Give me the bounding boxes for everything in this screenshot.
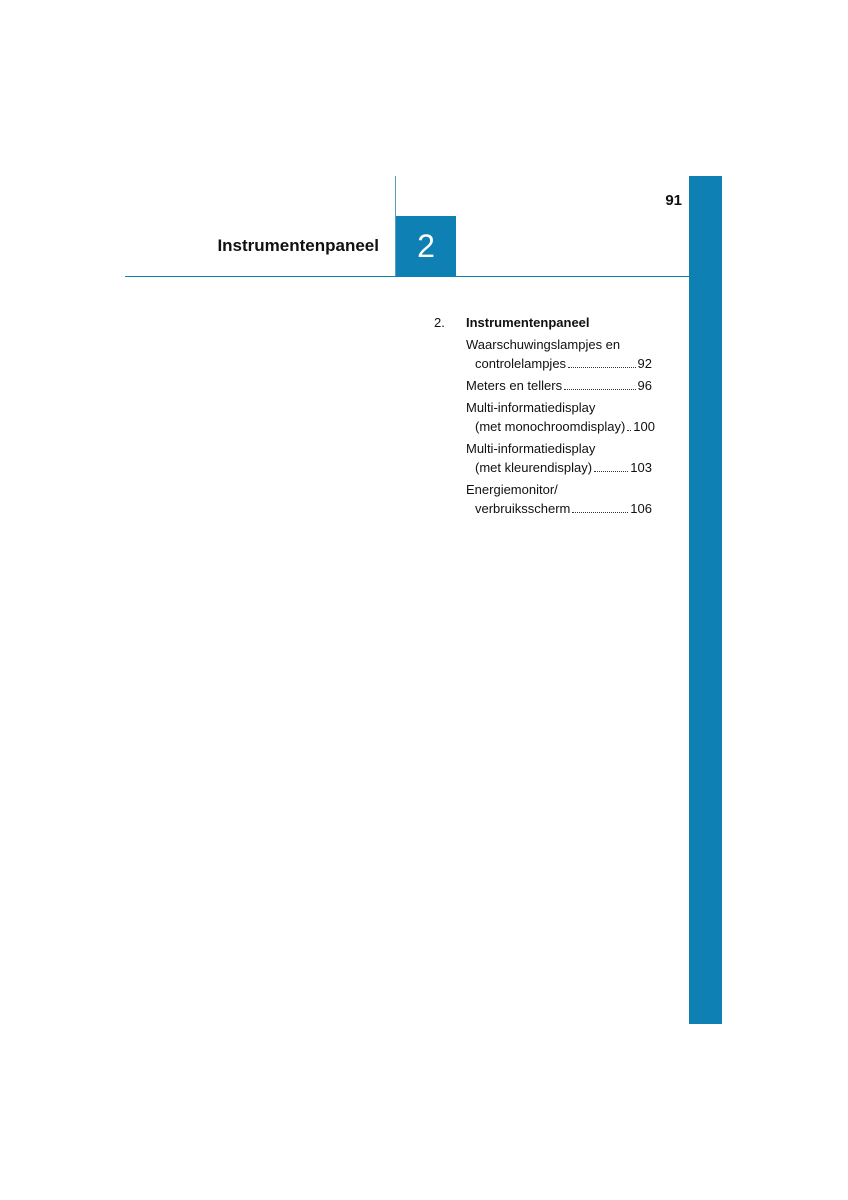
- toc-entry-color-display[interactable]: [466, 439, 652, 477]
- toc-entry-page: 96: [637, 378, 652, 393]
- dot-leader: [572, 512, 628, 513]
- toc-entry-continuation: controlelampjes: [475, 356, 567, 371]
- dot-leader: [594, 471, 628, 472]
- toc-entry-title: Multi-informatiedisplay: [466, 441, 596, 456]
- dot-leader: [627, 430, 631, 431]
- toc-entry-mono-display[interactable]: [466, 398, 655, 436]
- toc-entry-warning-lights[interactable]: [466, 335, 652, 373]
- toc-section-heading: [434, 313, 652, 332]
- toc-entry-list: [466, 335, 655, 518]
- toc-entry-continuation: (met monochroomdisplay): [475, 419, 626, 434]
- dot-leader: [564, 389, 635, 390]
- toc-entry-page: 92: [637, 356, 652, 371]
- toc-section-title: Instrumentenpaneel: [466, 315, 590, 330]
- toc-entry-continuation: (met kleurendisplay): [475, 460, 593, 475]
- toc-entry-energy-monitor[interactable]: [466, 480, 652, 518]
- toc-entry-meters[interactable]: [466, 376, 652, 395]
- header-divider: [125, 276, 689, 277]
- dot-leader: [568, 367, 635, 368]
- toc-section-number: 2.: [434, 315, 445, 330]
- toc-entry-title: Multi-informatiedisplay: [466, 400, 596, 415]
- toc-entry-title: Waarschuwingslampjes en: [466, 337, 621, 352]
- toc-entry-page: 106: [630, 501, 652, 516]
- toc-entry-title: Energiemonitor/: [466, 482, 558, 497]
- toc-entry-continuation: verbruiksscherm: [475, 501, 571, 516]
- chapter-title: Instrumentenpaneel: [217, 236, 379, 255]
- page-number: 91: [665, 192, 682, 209]
- chapter-number-badge: 2: [396, 216, 456, 276]
- table-of-contents: [434, 313, 655, 518]
- toc-entry-page: 103: [630, 460, 652, 475]
- chapter-side-tab: [689, 176, 722, 1024]
- toc-entry-page: 100: [633, 419, 655, 434]
- toc-entry-title: Meters en tellers: [466, 378, 563, 393]
